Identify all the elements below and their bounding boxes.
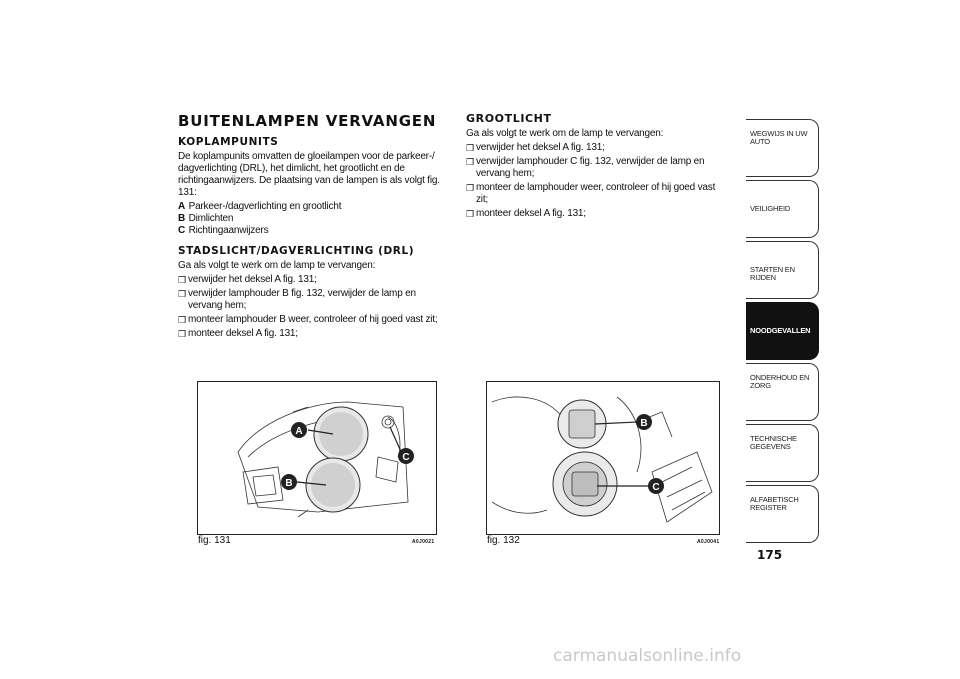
intro-grootlicht: Ga als volgt te werk om de lamp te vervangen: xyxy=(466,128,664,139)
list-item xyxy=(178,288,446,312)
tab-label: VEILIGHEID xyxy=(750,204,791,213)
tab-label: WEGWIJS IN UW AUTO xyxy=(750,129,808,146)
tab-alfabetisch-register[interactable] xyxy=(746,485,819,543)
tab-wegwijs-in-uw-auto[interactable] xyxy=(746,119,819,177)
figure-132-code: A0J0041 xyxy=(697,539,720,545)
headlamp-rear-drawing xyxy=(198,382,436,534)
figure-132-lampholder-illustration xyxy=(486,381,720,535)
step-text: verwijder het deksel A fig. 131; xyxy=(476,142,605,153)
checkbox-bullet-icon: ❒ xyxy=(466,209,474,219)
tab-technische-gegevens[interactable] xyxy=(746,424,819,482)
list-item xyxy=(466,182,728,206)
checkbox-bullet-icon: ❒ xyxy=(178,315,186,325)
step-text: monteer de lamphouder weer, controleer of hij goed vast zit; xyxy=(476,182,716,205)
checkbox-bullet-icon: ❒ xyxy=(466,143,474,153)
checkbox-bullet-icon: ❒ xyxy=(178,275,186,285)
definition-row xyxy=(178,201,446,213)
right-column xyxy=(466,112,728,222)
checkbox-bullet-icon: ❒ xyxy=(466,183,474,193)
section-heading-drl: STADSLICHT/DAGVERLICHTING (DRL) xyxy=(178,245,415,257)
svg-text:C: C xyxy=(402,452,410,463)
checkbox-bullet-icon: ❒ xyxy=(178,289,186,299)
list-item xyxy=(178,274,446,286)
lamp-definitions xyxy=(178,201,446,237)
definition-text: Richtingaanwijzers xyxy=(188,225,269,236)
list-item xyxy=(178,328,446,340)
page-number: 175 xyxy=(757,548,783,562)
list-item xyxy=(466,208,728,220)
tab-veiligheid[interactable] xyxy=(746,180,819,238)
definition-key: C xyxy=(178,225,186,236)
tab-label: ALFABETISCH REGISTER xyxy=(750,495,799,512)
definition-key: A xyxy=(178,201,186,212)
checkbox-bullet-icon: ❒ xyxy=(466,157,474,167)
steps-drl xyxy=(178,274,446,340)
list-item xyxy=(466,156,728,180)
step-text: verwijder lamphouder C fig. 132, verwijder de lamp en vervang hem; xyxy=(476,156,705,179)
page-title: BUITENLAMPEN VERVANGEN xyxy=(178,112,437,130)
callout-label-c xyxy=(398,448,414,464)
definition-text: Dimlichten xyxy=(188,213,234,224)
step-text: verwijder lamphouder B fig. 132, verwijder de lamp en vervang hem; xyxy=(188,288,416,311)
tab-label: NOODGEVALLEN xyxy=(750,326,811,335)
intro-drl: Ga als volgt te werk om de lamp te vervangen: xyxy=(178,260,376,271)
figure-131-caption: fig. 131 xyxy=(198,535,231,546)
tab-label: ONDERHOUD EN ZORG xyxy=(750,373,810,390)
checkbox-bullet-icon: ❒ xyxy=(178,329,186,339)
tab-label: STARTEN EN RIJDEN xyxy=(750,265,795,282)
section-heading-grootlicht: GROOTLICHT xyxy=(466,112,552,125)
intro-koplampunits: De koplampunits omvatten de gloeilampen voor de parkeer-/ dagverlichting (DRL), het dimlicht, het grootlicht en de richtingaanwijzers. De plaatsing van de lampen is als volgt fig. 131: xyxy=(178,151,440,198)
figure-132-caption: fig. 132 xyxy=(487,535,520,546)
callout-label-a xyxy=(291,422,307,438)
svg-text:B: B xyxy=(285,478,293,489)
steps-grootlicht xyxy=(466,142,728,220)
section-heading-koplampunits: KOPLAMPUNITS xyxy=(178,136,279,148)
step-text: monteer lamphouder B weer, controleer of hij goed vast zit; xyxy=(188,314,438,325)
step-text: monteer deksel A fig. 131; xyxy=(188,328,298,339)
figure-131-code: A0J0021 xyxy=(412,539,435,545)
definition-key: B xyxy=(178,213,186,224)
svg-text:A: A xyxy=(295,426,303,437)
callout-label-b xyxy=(281,474,297,490)
chapter-tabs xyxy=(746,119,819,546)
callout-label-b xyxy=(636,414,652,430)
step-text: monteer deksel A fig. 131; xyxy=(476,208,586,219)
lampholder-drawing xyxy=(487,382,719,534)
left-column xyxy=(178,112,446,342)
tab-starten-en-rijden[interactable] xyxy=(746,241,819,299)
callout-label-c xyxy=(648,478,664,494)
figure-131-headlamp-illustration xyxy=(197,381,437,535)
svg-text:B: B xyxy=(640,418,648,429)
tab-noodgevallen[interactable] xyxy=(746,302,819,360)
list-item xyxy=(178,314,446,326)
definition-text: Parkeer-/dagverlichting en grootlicht xyxy=(188,201,342,212)
tab-label: TECHNISCHE GEGEVENS xyxy=(750,434,797,451)
definition-row xyxy=(178,225,446,237)
list-item xyxy=(466,142,728,154)
step-text: verwijder het deksel A fig. 131; xyxy=(188,274,317,285)
watermark: carmanualsonline.info xyxy=(553,646,742,666)
svg-text:C: C xyxy=(652,482,660,493)
tab-onderhoud-en-zorg[interactable] xyxy=(746,363,819,421)
definition-row xyxy=(178,213,446,225)
